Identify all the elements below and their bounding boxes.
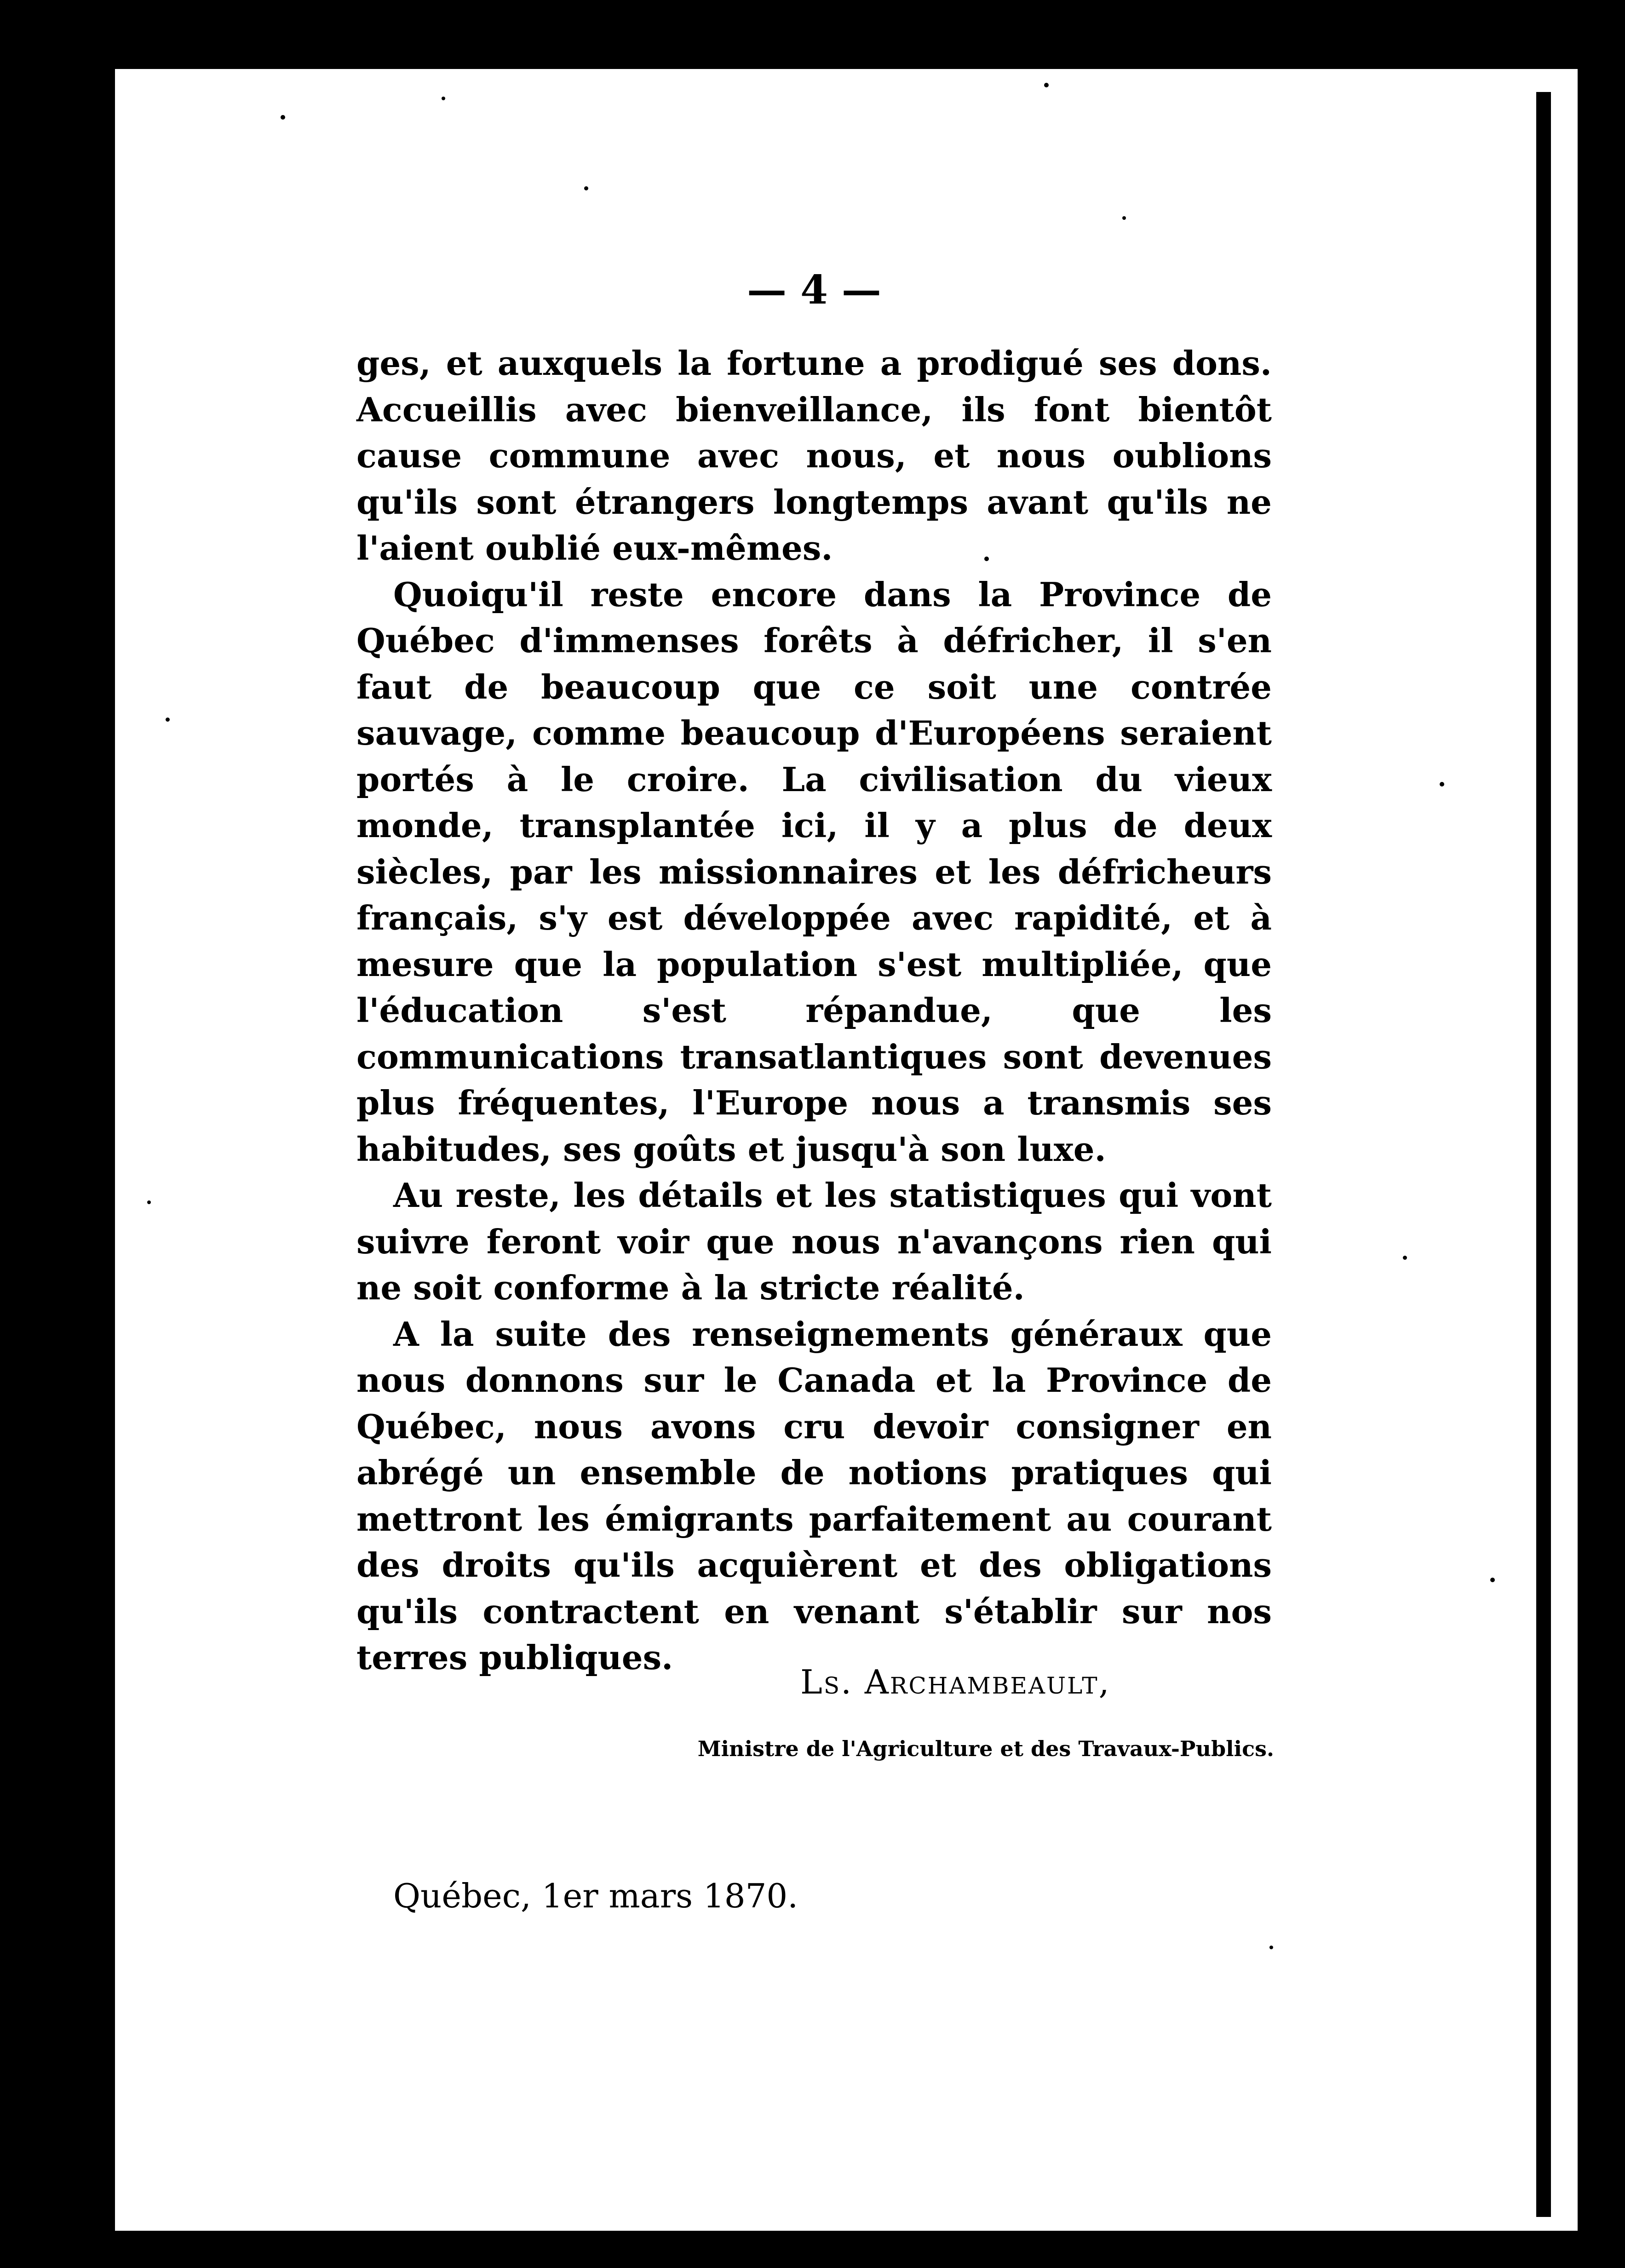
body-text xyxy=(356,340,1272,1681)
paragraph: ges, et auxquels la fortune a prodigué ses dons. Accueillis avec bienveillance, ils font bientôt cause commune avec nous, et nous oublions qu'ils sont étrangers longtemps avant qu'ils ne l'aient oublié eux-mêmes. xyxy=(356,344,1272,568)
scan-speck xyxy=(166,718,170,722)
scan-speck xyxy=(1440,782,1444,787)
signature-name: Ls. Archambeault, xyxy=(800,1663,1111,1701)
paragraph: Quoiqu'il reste encore dans la Province de Québec d'immenses forêts à défricher, il s'en faut de beaucoup que ce soit une contrée sauvage, comme beaucoup d'Européens seraient portés à le croire. La civilisation du vieux monde, transplantée ici, il y a plus de deux siècles, par les missionnaires et les défricheurs français, s'y est développée avec rapidité, et à mesure que la population s'est multipliée, que l'éducation s'est répandue, que les communications transatlantiques sont devenues plus fréquentes, l'Europe nous a transmis ses habitudes, ses goûts et jusqu'à son luxe. xyxy=(356,574,1272,1169)
paragraph: Au reste, les détails et les statistiques qui vont suivre feront voir que nous n'avançons rien qui ne soit conforme à la stricte réalité. xyxy=(356,1176,1272,1307)
scan-speck xyxy=(1044,83,1049,87)
scan-speck xyxy=(442,97,445,100)
scan-speck xyxy=(147,1200,151,1204)
scan-speck xyxy=(1490,1578,1495,1582)
scan-speck xyxy=(1122,216,1126,220)
scan-speck xyxy=(1269,1946,1273,1949)
signature-title: Ministre de l'Agriculture et des Travaux-Publics. xyxy=(697,1736,1274,1761)
scan-speck xyxy=(281,115,285,120)
place-date: Québec, 1er mars 1870. xyxy=(393,1877,798,1915)
page-edge-shadow xyxy=(1536,92,1551,2217)
scan-speck xyxy=(1403,1256,1407,1260)
scan-speck xyxy=(584,186,588,190)
paragraph: A la suite des renseignements généraux que nous donnons sur le Canada et la Province de Québec, nous avons cru devoir consigner en abrégé un ensemble de notions pratiques qui mettront les émigrants parfaitement au courant des droits qu'ils acquièrent et des obligations qu'ils contractent en venant s'établir sur nos terres publiques. xyxy=(356,1314,1272,1677)
page-number: — 4 — xyxy=(747,267,881,313)
